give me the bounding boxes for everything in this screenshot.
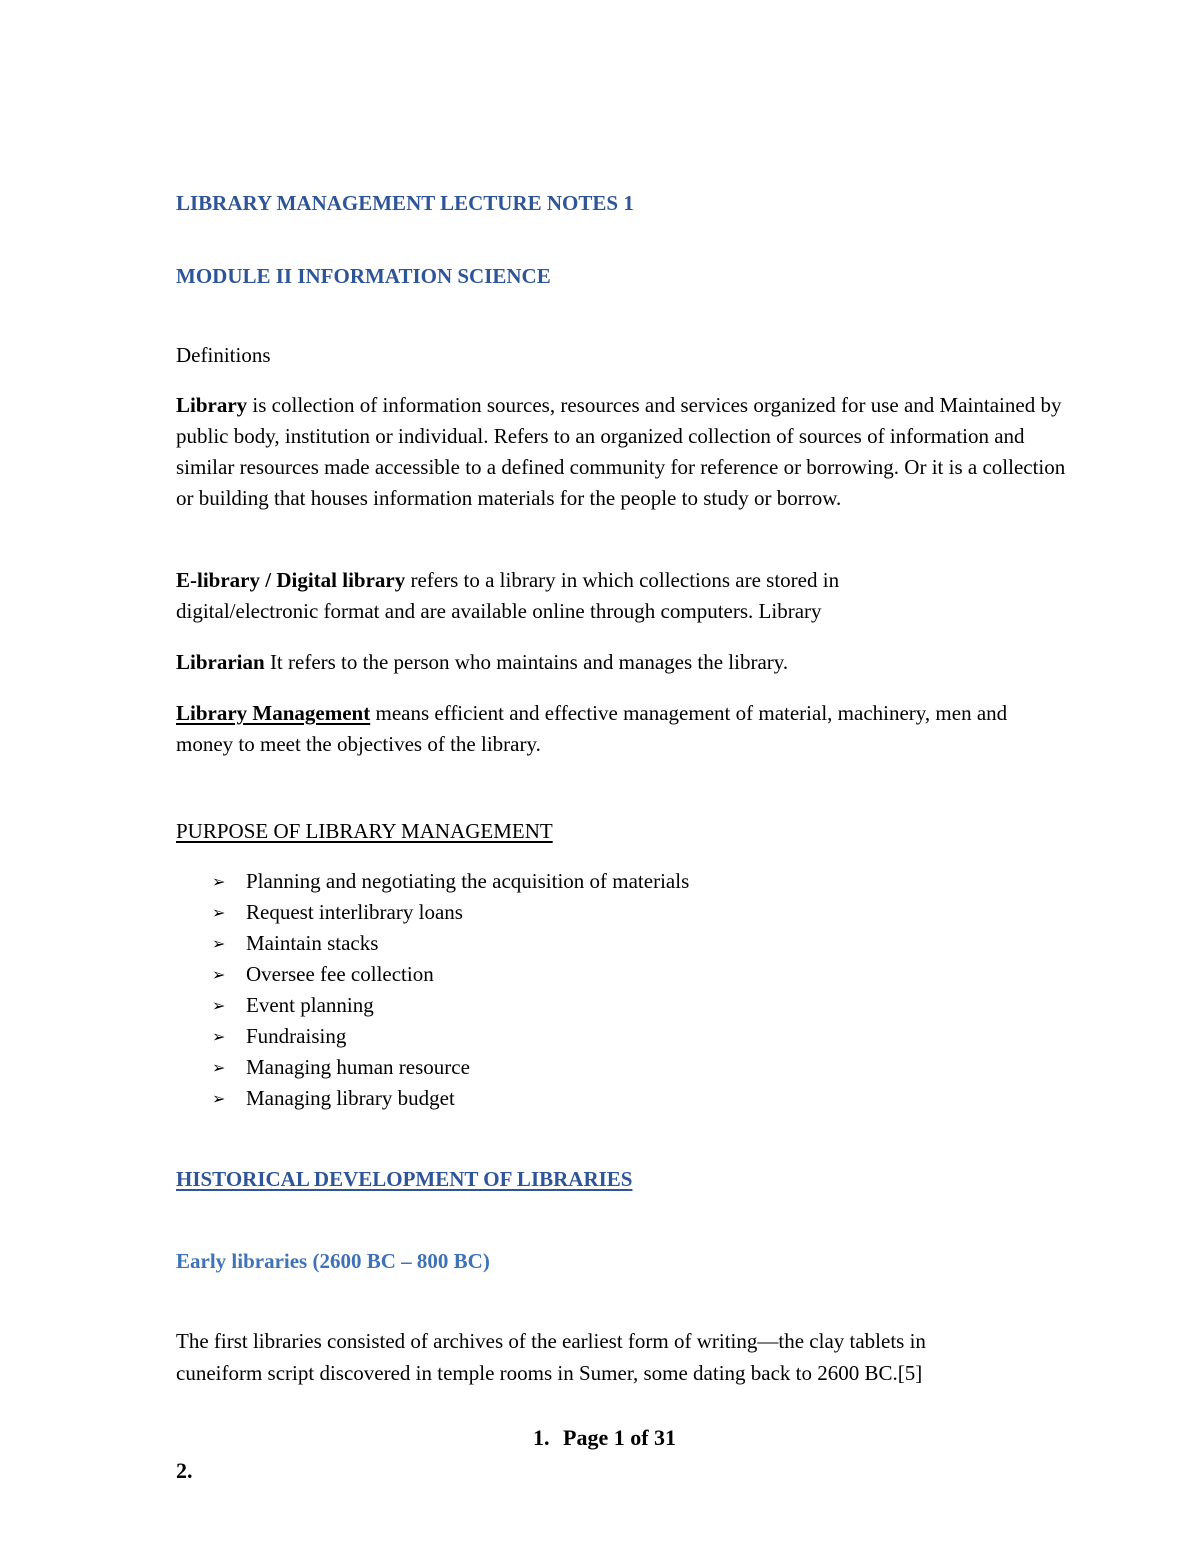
list-item — [212, 959, 689, 990]
module-heading: MODULE II INFORMATION SCIENCE — [176, 264, 551, 288]
definition-library-text: is collection of information sources, resources and services organized for use and Maintained by public body, institution or individual. Refers to an organized collection of sources of information and similar resources made accessible to a defined community for reference or borrowing. Or it is a collection or building that houses information materials for the people to study or borrow. — [176, 393, 1066, 510]
list-item-text: Managing library budget — [246, 1086, 455, 1110]
definition-library — [176, 390, 1076, 514]
arrowhead-bullet-icon: ➢ — [212, 965, 226, 984]
term-library: Library — [176, 393, 248, 417]
arrowhead-bullet-icon: ➢ — [212, 996, 226, 1015]
list-item-text: Planning and negotiating the acquisition of materials — [246, 869, 690, 893]
list-item — [212, 990, 689, 1021]
term-elibrary: E-library / Digital library — [176, 568, 406, 592]
arrowhead-bullet-icon: ➢ — [212, 934, 226, 953]
definition-elibrary — [176, 565, 936, 627]
definition-elibrary-text: refers to a library in which collections are stored in digital/electronic format and are available online through computers. Library — [176, 568, 840, 623]
history-heading: HISTORICAL DEVELOPMENT OF LIBRARIES — [176, 1167, 633, 1191]
definition-library-management — [176, 698, 1036, 760]
arrowhead-bullet-icon: ➢ — [212, 1089, 226, 1108]
list-item — [212, 928, 689, 959]
list-item-text: Request interlibrary loans — [246, 900, 463, 924]
history-text-line-2: cuneiform script discovered in temple rooms in Sumer, some dating back to 2600 BC.[5] — [176, 1361, 923, 1385]
arrowhead-bullet-icon: ➢ — [212, 1027, 226, 1046]
list-item — [212, 1083, 689, 1114]
purpose-heading: PURPOSE OF LIBRARY MANAGEMENT — [176, 819, 553, 843]
arrowhead-bullet-icon: ➢ — [212, 1058, 226, 1077]
term-library-management: Library Management — [176, 701, 371, 725]
definition-library-management-text: means efficient and effective management of material, machinery, men and money to meet the objectives of the library. — [176, 701, 1008, 756]
arrowhead-bullet-icon: ➢ — [212, 903, 226, 922]
footer-list-number: 1. — [533, 1425, 550, 1450]
purpose-list — [212, 866, 689, 1114]
early-libraries-subheading: Early libraries (2600 BC – 800 BC) — [176, 1249, 490, 1273]
list-item-text: Oversee fee collection — [246, 962, 434, 986]
list-item-text: Managing human resource — [246, 1055, 470, 1079]
page-footer — [533, 1424, 676, 1452]
arrowhead-bullet-icon: ➢ — [212, 872, 226, 891]
footer-second-number: 2. — [176, 1458, 193, 1483]
list-item — [212, 1052, 689, 1083]
definition-librarian — [176, 647, 1076, 678]
term-librarian: Librarian — [176, 650, 265, 674]
list-item — [212, 1021, 689, 1052]
history-text-line-1: The first libraries consisted of archives of the earliest form of writing—the clay tablets in — [176, 1329, 926, 1353]
document-title: LIBRARY MANAGEMENT LECTURE NOTES 1 — [176, 191, 634, 215]
list-item-text: Fundraising — [246, 1024, 347, 1048]
list-item — [212, 897, 689, 928]
list-item-text: Maintain stacks — [246, 931, 379, 955]
list-item — [212, 866, 689, 897]
page-number-label: Page 1 of 31 — [563, 1425, 677, 1450]
definitions-label: Definitions — [176, 343, 271, 367]
list-item-text: Event planning — [246, 993, 374, 1017]
definition-librarian-text: It refers to the person who maintains and manages the library. — [264, 650, 789, 674]
